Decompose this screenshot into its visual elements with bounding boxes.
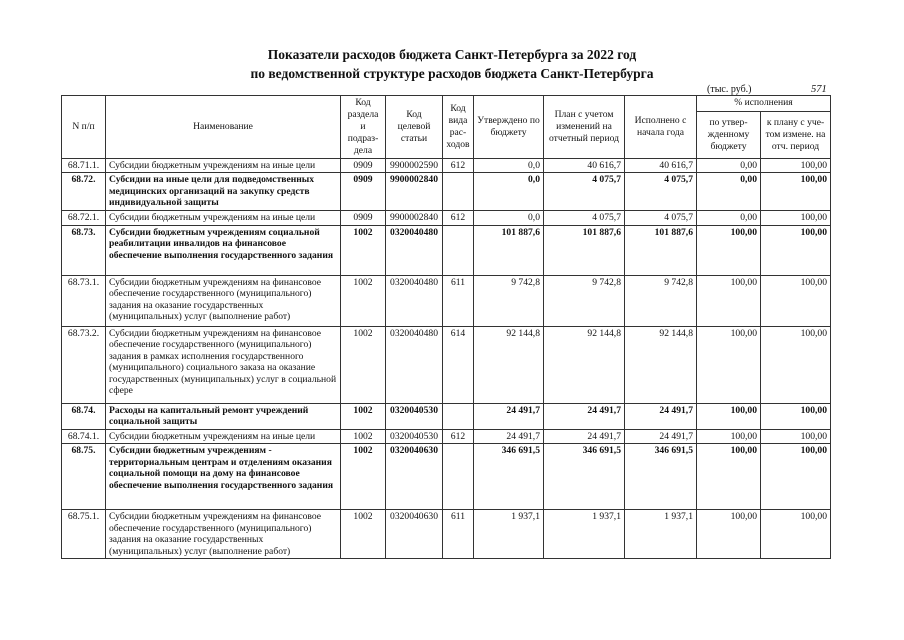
table-row — [62, 429, 831, 444]
col-header-target: Код целевой статьи — [386, 96, 443, 159]
table-row — [62, 326, 831, 403]
col-header-num: N п/п — [62, 96, 106, 159]
cell-section: 0909 — [341, 158, 386, 173]
cell-num: 68.72. — [62, 173, 106, 211]
cell-name: Субсидии бюджетным учреждениям на финансовое обеспечение государственного (муниципального) задания на оказание государственных (муниципальных) услуг (выполнение работ) — [106, 275, 341, 326]
cell-name: Субсидии бюджетным учреждениям социальной реабилитации инвалидов на финансовое обеспечение выполнения государственного задания — [106, 225, 341, 275]
cell-plan: 9 742,8 — [544, 275, 625, 326]
table-row — [62, 275, 831, 326]
cell-type: 612 — [443, 158, 474, 173]
cell-pct-approved: 100,00 — [697, 403, 761, 429]
table-row — [62, 403, 831, 429]
cell-pct-approved: 0,00 — [697, 173, 761, 211]
cell-approved: 1 937,1 — [474, 510, 544, 559]
cell-target: 9900002840 — [386, 173, 443, 211]
cell-num: 68.73. — [62, 225, 106, 275]
cell-approved: 101 887,6 — [474, 225, 544, 275]
cell-pct-plan: 100,00 — [761, 444, 831, 510]
cell-target: 0320040630 — [386, 510, 443, 559]
cell-plan: 4 075,7 — [544, 211, 625, 226]
cell-section: 1002 — [341, 275, 386, 326]
cell-plan: 346 691,5 — [544, 444, 625, 510]
cell-section: 0909 — [341, 211, 386, 226]
cell-approved: 0,0 — [474, 211, 544, 226]
cell-pct-plan: 100,00 — [761, 510, 831, 559]
document-title-line-2: по ведомственной структуре расходов бюджета Санкт-Петербурга — [250, 66, 654, 81]
cell-plan: 92 144,8 — [544, 326, 625, 403]
cell-pct-approved: 100,00 — [697, 275, 761, 326]
cell-executed: 346 691,5 — [625, 444, 697, 510]
table-row — [62, 158, 831, 173]
cell-type: 614 — [443, 326, 474, 403]
table-row — [62, 510, 831, 559]
cell-type — [443, 173, 474, 211]
cell-approved: 346 691,5 — [474, 444, 544, 510]
cell-pct-plan: 100,00 — [761, 403, 831, 429]
cell-name: Субсидии бюджетным учреждениям - территориальным центрам и отделениям оказания социальной помощи на дому на финансовое обеспечение выполнения государственного задания — [106, 444, 341, 510]
cell-section: 1002 — [341, 429, 386, 444]
cell-executed: 101 887,6 — [625, 225, 697, 275]
cell-type: 611 — [443, 510, 474, 559]
cell-name: Субсидии бюджетным учреждениям на иные цели — [106, 429, 341, 444]
cell-num: 68.74. — [62, 403, 106, 429]
cell-approved: 24 491,7 — [474, 429, 544, 444]
cell-executed: 1 937,1 — [625, 510, 697, 559]
cell-plan: 4 075,7 — [544, 173, 625, 211]
cell-type: 611 — [443, 275, 474, 326]
cell-approved: 24 491,7 — [474, 403, 544, 429]
cell-target: 0320040480 — [386, 326, 443, 403]
page-number: 571 — [811, 84, 827, 95]
cell-pct-approved: 100,00 — [697, 326, 761, 403]
cell-type — [443, 444, 474, 510]
cell-pct-plan: 100,00 — [761, 225, 831, 275]
cell-plan: 40 616,7 — [544, 158, 625, 173]
cell-executed: 40 616,7 — [625, 158, 697, 173]
units-label: (тыс. руб.) — [707, 84, 752, 95]
cell-pct-plan: 100,00 — [761, 158, 831, 173]
cell-target: 0320040530 — [386, 429, 443, 444]
cell-target: 0320040480 — [386, 225, 443, 275]
table-row — [62, 225, 831, 275]
col-header-approved: Утверждено по бюджету — [474, 96, 544, 159]
cell-pct-approved: 100,00 — [697, 225, 761, 275]
cell-pct-approved: 100,00 — [697, 510, 761, 559]
cell-approved: 92 144,8 — [474, 326, 544, 403]
table-row — [62, 211, 831, 226]
cell-target: 9900002840 — [386, 211, 443, 226]
cell-approved: 0,0 — [474, 158, 544, 173]
cell-name: Субсидии бюджетным учреждениям на иные цели — [106, 158, 341, 173]
cell-approved: 0,0 — [474, 173, 544, 211]
cell-num: 68.73.2. — [62, 326, 106, 403]
cell-target: 0320040630 — [386, 444, 443, 510]
cell-executed: 24 491,7 — [625, 429, 697, 444]
cell-pct-plan: 100,00 — [761, 275, 831, 326]
cell-pct-approved: 0,00 — [697, 211, 761, 226]
cell-target: 0320040530 — [386, 403, 443, 429]
cell-plan: 1 937,1 — [544, 510, 625, 559]
cell-type — [443, 403, 474, 429]
cell-num: 68.71.1. — [62, 158, 106, 173]
cell-name: Субсидии бюджетным учреждениям на иные цели — [106, 211, 341, 226]
cell-num: 68.75. — [62, 444, 106, 510]
cell-pct-plan: 100,00 — [761, 429, 831, 444]
col-header-pct-plan: к плану с уче-том измене. на отч. период — [761, 111, 831, 158]
cell-approved: 9 742,8 — [474, 275, 544, 326]
table-row — [62, 173, 831, 211]
cell-section: 1002 — [341, 225, 386, 275]
cell-num: 68.75.1. — [62, 510, 106, 559]
cell-pct-approved: 100,00 — [697, 444, 761, 510]
cell-type — [443, 225, 474, 275]
col-header-plan: План с учетом изменений на отчетный период — [544, 96, 625, 159]
cell-section: 1002 — [341, 403, 386, 429]
col-header-executed: Исполнено с начала года — [625, 96, 697, 159]
col-header-percent: % исполнения — [697, 96, 831, 112]
cell-type: 612 — [443, 211, 474, 226]
cell-plan: 24 491,7 — [544, 429, 625, 444]
col-header-type: Код вида рас-ходов — [443, 96, 474, 159]
cell-name: Субсидии бюджетным учреждениям на финансовое обеспечение государственного (муниципального) задания на оказание государственных (муниципальных) услуг (выполнение работ) — [106, 510, 341, 559]
cell-executed: 4 075,7 — [625, 173, 697, 211]
cell-type: 612 — [443, 429, 474, 444]
cell-name: Субсидии на иные цели для подведомственных медицинских организаций на закупку средств индивидуальной защиты — [106, 173, 341, 211]
cell-target: 9900002590 — [386, 158, 443, 173]
cell-plan: 24 491,7 — [544, 403, 625, 429]
cell-pct-plan: 100,00 — [761, 173, 831, 211]
col-header-pct-approved: по утвер-жденному бюджету — [697, 111, 761, 158]
cell-executed: 24 491,7 — [625, 403, 697, 429]
expenditure-table — [61, 95, 831, 559]
cell-name: Субсидии бюджетным учреждениям на финансовое обеспечение государственного (муниципального) задания в рамках исполнения государственного (муниципального) социального заказа на оказание государственных (муниципальных) услуг в социальной сфере — [106, 326, 341, 403]
cell-pct-approved: 0,00 — [697, 158, 761, 173]
cell-plan: 101 887,6 — [544, 225, 625, 275]
col-header-name: Наименование — [106, 96, 341, 159]
cell-section: 1002 — [341, 326, 386, 403]
cell-pct-plan: 100,00 — [761, 211, 831, 226]
table-row — [62, 444, 831, 510]
cell-executed: 92 144,8 — [625, 326, 697, 403]
cell-target: 0320040480 — [386, 275, 443, 326]
table-body — [62, 158, 831, 559]
cell-num: 68.74.1. — [62, 429, 106, 444]
col-header-section: Код раздела и подраз-дела — [341, 96, 386, 159]
cell-executed: 4 075,7 — [625, 211, 697, 226]
cell-name: Расходы на капитальный ремонт учреждений социальной защиты — [106, 403, 341, 429]
cell-pct-approved: 100,00 — [697, 429, 761, 444]
cell-section: 0909 — [341, 173, 386, 211]
cell-section: 1002 — [341, 444, 386, 510]
document-title-line-1: Показатели расходов бюджета Санкт-Петербурга за 2022 год — [267, 47, 637, 62]
cell-pct-plan: 100,00 — [761, 326, 831, 403]
cell-num: 68.72.1. — [62, 211, 106, 226]
cell-section: 1002 — [341, 510, 386, 559]
cell-num: 68.73.1. — [62, 275, 106, 326]
cell-executed: 9 742,8 — [625, 275, 697, 326]
